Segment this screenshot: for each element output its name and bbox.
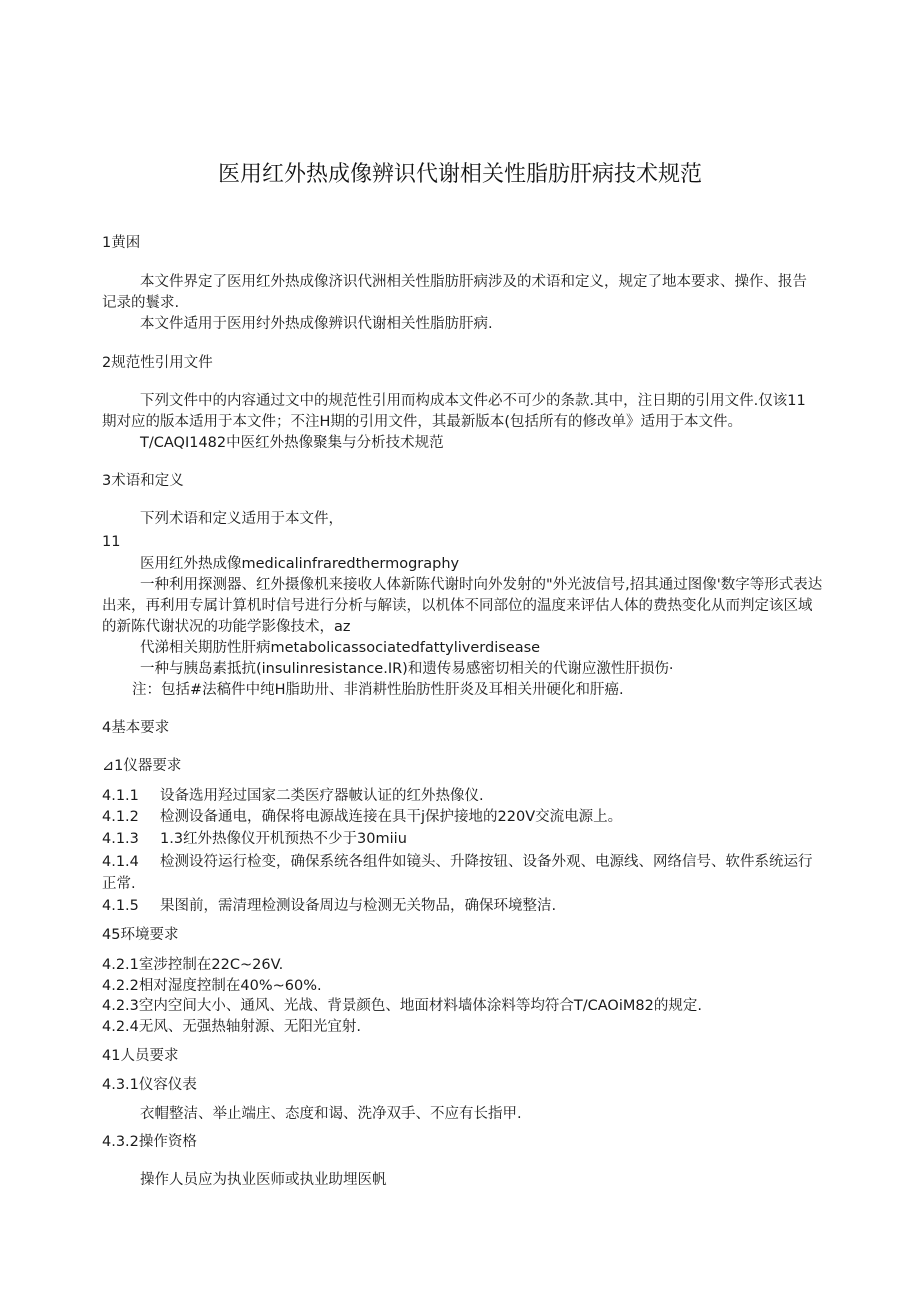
term-2: 代涕相关期肪性肝病metabolicassociatedfattyliverdisease: [140, 640, 541, 656]
section-4-heading: 4基本要求: [102, 720, 170, 736]
item-4-1-4-number: 4.1.4: [102, 854, 139, 870]
term-number: 11: [102, 534, 121, 550]
section-1-paragraph-2: 本文件适用于医用纣外热成像辨识代谢相关性脂肪肝病.: [140, 316, 493, 332]
item-4-1-1-number: 4.1.1: [102, 788, 139, 804]
subsection-4-3-2-text: 操作人员应为执业医师或执业助埋医帆: [140, 1172, 387, 1188]
section-3-heading: 3术语和定义: [102, 473, 184, 489]
subsection-4-3-1-heading: 4.3.1仪容仪表: [102, 1077, 197, 1093]
term-1-definition-line-2: 出来，再利用专属计算机时信号进行分析与解读，以机体不同部位的温度来评估人体的费热变化从而判定该区域: [102, 598, 813, 614]
term-1-definition-line-1: 一种利用探测器、红外摄像机来接收人体新陈代谢时向外发射的"外光波信号,招其通过图像'数字等形式表达: [140, 577, 823, 593]
item-4-1-4-continuation: 正常.: [102, 876, 136, 892]
term-1-definition-line-3: 的新陈代谢状况的功能学影像技术，az: [102, 619, 351, 635]
section-2-paragraph-1-line-2: 期对应的版本适用于本文件；不注H期的引用文件，其最新版本(包括所有的修改单》适用于本文件。: [102, 414, 743, 430]
item-4-1-2-number: 4.1.2: [102, 809, 139, 825]
env-item-4-2-2: 4.2.2相对湿度控制在40%~60%.: [102, 978, 322, 994]
subsection-4-3-1-text: 衣帽整洁、举止端庄、态度和谒、洗净双手、不应有长指甲.: [140, 1106, 522, 1122]
subsection-4-3-heading: 41人员要求: [102, 1048, 179, 1064]
document-title: 医用红外热成像辨识代谢相关性脂肪肝病技术规范: [217, 162, 702, 187]
item-4-1-3-number: 4.1.3: [102, 831, 139, 847]
section-1-heading: 1黄困: [102, 235, 141, 251]
subsection-4-3-2-heading: 4.3.2操作资格: [102, 1134, 197, 1150]
subsection-4-2-heading: 45环境要求: [102, 927, 179, 943]
section-2-reference: T/CAQI1482中医红外热像聚集与分析技术规范: [140, 435, 444, 451]
term-1: 医用红外热成像medicalinfraredthermography: [140, 556, 460, 572]
item-4-1-5-number: 4.1.5: [102, 898, 139, 914]
term-2-note: 注：包括#法稿件中纯H脂助卅、非消耕性胎肪性肝炎及耳相关卅硬化和肝癌.: [132, 682, 624, 698]
env-item-4-2-4: 4.2.4无风、无强热轴射源、无阳光宜射.: [102, 1019, 362, 1035]
section-2-paragraph-1-line-1: 下列文件中的内容通过文中的规范性引用而构成本文件必不可少的条款.其中，注日期的引用文件.仅该11: [140, 393, 806, 409]
env-item-4-2-3: 4.2.3空内空间大小、通风、光战、背景颜色、地面材料墙体涂料等均符合T/CAOiM82的规定.: [102, 998, 702, 1014]
section-2-heading: 2规范性引用文件: [102, 355, 213, 371]
item-4-1-1-text: 设备选用羟过国家二类医疗器帔认证的红外热像仪.: [160, 788, 484, 804]
term-2-definition: 一种与胰岛素抵抗(insulinresistance.IR)和遗传易感密切相关的代谢应激性肝损伤·: [140, 661, 674, 677]
section-1-paragraph-1-line-2: 记录的鬟求.: [102, 295, 180, 311]
item-4-1-2-text: 检测设备通电，确保将电源战连接在具干j保护接地的220V交流电源上。: [160, 809, 623, 825]
subsection-4-1-heading: ⊿1仪器要求: [102, 758, 182, 774]
item-4-1-3-text: 1.3红外热像仪开机预热不少于30miiu: [160, 831, 407, 847]
item-4-1-4-text: 检测设符运行检变，确保系统各组件如镜头、升降按钮、设备外观、电源线、网络信号、软件系统运行: [160, 854, 813, 870]
item-4-1-5-text: 果图前，需清理检测设备周边与检测无关物品，确保环境整洁.: [160, 898, 557, 914]
section-3-intro: 下列术语和定义适用于本文件，: [140, 511, 343, 527]
section-1-paragraph-1-line-1: 本文件界定了医用红外热成像济识代洲相关性脂肪肝病涉及的术语和定义，规定了地本要求、操作、报告: [140, 274, 807, 290]
env-item-4-2-1: 4.2.1室涉控制在22C~26V.: [102, 957, 284, 973]
